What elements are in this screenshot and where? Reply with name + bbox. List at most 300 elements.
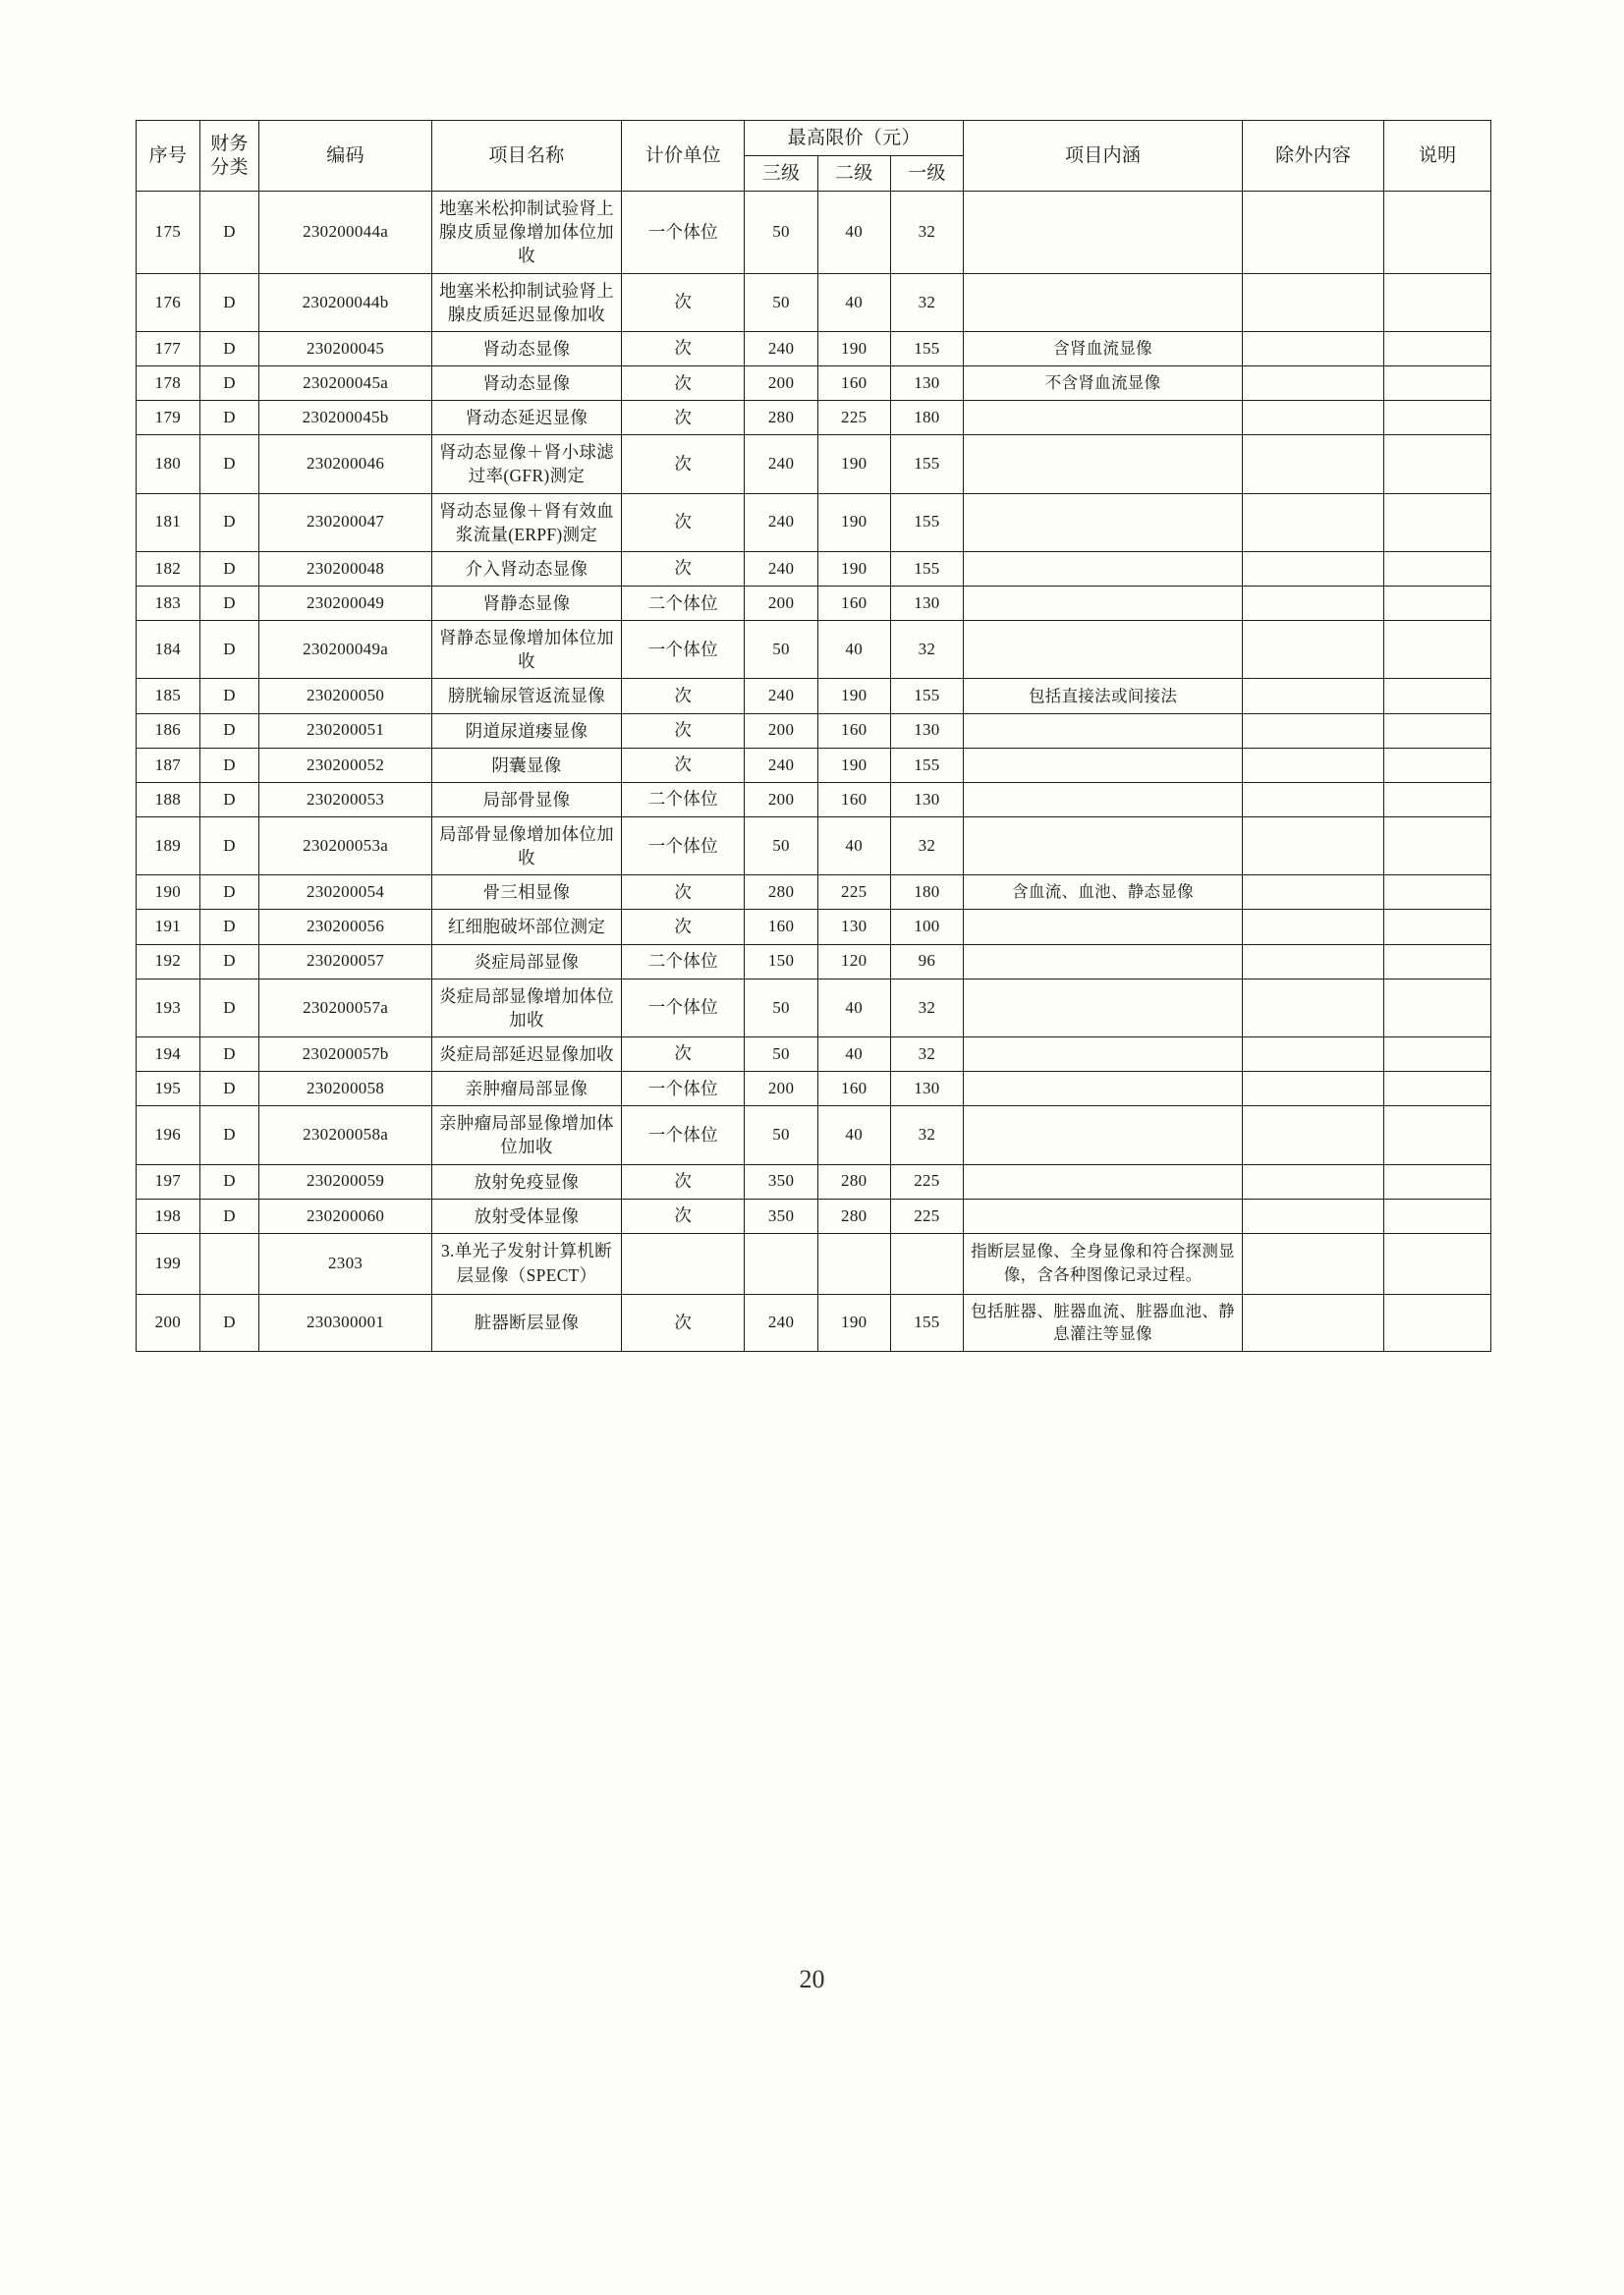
cell-finance-class: D [199, 979, 259, 1036]
cell-price-level3: 50 [745, 1106, 817, 1164]
cell-price-level2: 40 [817, 979, 890, 1036]
cell-unit: 次 [622, 551, 745, 586]
cell-unit: 二个体位 [622, 944, 745, 979]
cell-price-level1: 180 [890, 875, 963, 910]
cell-item-name: 阴囊显像 [431, 748, 621, 782]
cell-notes [1384, 621, 1491, 679]
cell-finance-class: D [199, 944, 259, 979]
cell-unit: 次 [622, 331, 745, 365]
table-row [137, 551, 1491, 586]
cell-finance-class: D [199, 713, 259, 748]
cell-notes [1384, 875, 1491, 910]
table-row [137, 1199, 1491, 1233]
header-finance-class-line1: 财务 [210, 134, 249, 155]
cell-price-level1: 130 [890, 782, 963, 816]
cell-item-name: 炎症局部延迟显像加收 [431, 1036, 621, 1071]
cell-price-level2: 40 [817, 816, 890, 874]
cell-finance-class: D [199, 1106, 259, 1164]
cell-intent [964, 621, 1243, 679]
cell-seq: 180 [137, 435, 200, 493]
cell-exclusions [1243, 331, 1384, 365]
cell-price-level1: 155 [890, 331, 963, 365]
cell-price-level2: 160 [817, 586, 890, 620]
cell-seq: 186 [137, 713, 200, 748]
cell-exclusions [1243, 713, 1384, 748]
cell-exclusions [1243, 551, 1384, 586]
cell-code: 230200058a [259, 1106, 432, 1164]
cell-notes [1384, 366, 1491, 401]
header-finance-class [199, 121, 259, 192]
cell-seq: 177 [137, 331, 200, 365]
cell-price-level1: 155 [890, 435, 963, 493]
cell-price-level1: 32 [890, 1106, 963, 1164]
cell-finance-class: D [199, 875, 259, 910]
cell-unit: 一个体位 [622, 816, 745, 874]
cell-seq: 197 [137, 1164, 200, 1199]
cell-code: 230200056 [259, 910, 432, 944]
cell-code: 230200044b [259, 273, 432, 331]
cell-price-level2: 190 [817, 435, 890, 493]
cell-item-name: 肾动态延迟显像 [431, 401, 621, 435]
cell-unit: 二个体位 [622, 586, 745, 620]
cell-price-level1: 32 [890, 816, 963, 874]
cell-code: 230200052 [259, 748, 432, 782]
cell-finance-class: D [199, 551, 259, 586]
cell-seq: 188 [137, 782, 200, 816]
cell-notes [1384, 1233, 1491, 1294]
cell-code: 230300001 [259, 1294, 432, 1352]
cell-price-level3: 50 [745, 621, 817, 679]
cell-unit: 一个体位 [622, 979, 745, 1036]
cell-exclusions [1243, 1036, 1384, 1071]
cell-exclusions [1243, 586, 1384, 620]
cell-code: 230200049a [259, 621, 432, 679]
cell-notes [1384, 1036, 1491, 1071]
cell-intent [964, 551, 1243, 586]
cell-item-name: 地塞米松抑制试验肾上腺皮质延迟显像加收 [431, 273, 621, 331]
cell-exclusions [1243, 816, 1384, 874]
cell-item-name: 红细胞破坏部位测定 [431, 910, 621, 944]
cell-intent [964, 435, 1243, 493]
cell-price-level3: 280 [745, 401, 817, 435]
cell-seq: 194 [137, 1036, 200, 1071]
cell-exclusions [1243, 944, 1384, 979]
cell-notes [1384, 551, 1491, 586]
cell-intent [964, 586, 1243, 620]
header-code: 编码 [259, 121, 432, 192]
cell-price-level3: 240 [745, 493, 817, 551]
cell-price-level3: 240 [745, 331, 817, 365]
cell-price-level3: 240 [745, 551, 817, 586]
cell-intent [964, 1036, 1243, 1071]
cell-price-level3: 200 [745, 782, 817, 816]
cell-seq: 179 [137, 401, 200, 435]
cell-price-level3: 280 [745, 875, 817, 910]
cell-price-level3 [745, 1233, 817, 1294]
table-header [137, 121, 1491, 192]
cell-finance-class: D [199, 816, 259, 874]
page-number: 20 [799, 1965, 825, 1993]
cell-exclusions [1243, 748, 1384, 782]
cell-notes [1384, 1164, 1491, 1199]
cell-price-level1: 32 [890, 192, 963, 273]
cell-unit: 一个体位 [622, 1072, 745, 1106]
cell-item-name: 肾动态显像＋肾有效血浆流量(ERPF)测定 [431, 493, 621, 551]
cell-price-level2: 225 [817, 401, 890, 435]
cell-price-level1: 130 [890, 713, 963, 748]
cell-price-level1: 32 [890, 979, 963, 1036]
table-row [137, 331, 1491, 365]
cell-seq: 196 [137, 1106, 200, 1164]
cell-seq: 187 [137, 748, 200, 782]
cell-seq: 175 [137, 192, 200, 273]
cell-price-level3: 200 [745, 366, 817, 401]
cell-exclusions [1243, 1106, 1384, 1164]
cell-price-level1: 155 [890, 1294, 963, 1352]
table-row [137, 816, 1491, 874]
table-row [137, 1294, 1491, 1352]
cell-price-level2: 190 [817, 551, 890, 586]
cell-intent [964, 816, 1243, 874]
cell-item-name: 炎症局部显像 [431, 944, 621, 979]
cell-intent [964, 910, 1243, 944]
cell-price-level3: 200 [745, 1072, 817, 1106]
cell-item-name: 肾静态显像 [431, 586, 621, 620]
cell-exclusions [1243, 273, 1384, 331]
cell-code: 230200046 [259, 435, 432, 493]
cell-seq: 185 [137, 679, 200, 713]
cell-price-level3: 350 [745, 1199, 817, 1233]
cell-price-level1: 225 [890, 1164, 963, 1199]
cell-code: 230200057b [259, 1036, 432, 1071]
cell-finance-class: D [199, 910, 259, 944]
cell-notes [1384, 1294, 1491, 1352]
cell-price-level2: 190 [817, 748, 890, 782]
cell-unit: 次 [622, 366, 745, 401]
cell-intent: 指断层显像、全身显像和符合探测显像，含各种图像记录过程。 [964, 1233, 1243, 1294]
cell-seq: 195 [137, 1072, 200, 1106]
cell-price-level1 [890, 1233, 963, 1294]
cell-exclusions [1243, 435, 1384, 493]
cell-intent [964, 748, 1243, 782]
cell-finance-class: D [199, 1164, 259, 1199]
cell-price-level3: 160 [745, 910, 817, 944]
cell-item-name: 炎症局部显像增加体位加收 [431, 979, 621, 1036]
table-row [137, 273, 1491, 331]
cell-price-level1: 180 [890, 401, 963, 435]
cell-intent [964, 1072, 1243, 1106]
cell-code: 230200053a [259, 816, 432, 874]
cell-intent [964, 944, 1243, 979]
cell-price-level1: 130 [890, 586, 963, 620]
cell-intent [964, 1164, 1243, 1199]
cell-unit: 次 [622, 1199, 745, 1233]
cell-price-level2: 160 [817, 366, 890, 401]
table-row [137, 1233, 1491, 1294]
cell-notes [1384, 782, 1491, 816]
cell-exclusions [1243, 1072, 1384, 1106]
table-row [137, 979, 1491, 1036]
cell-item-name: 局部骨显像增加体位加收 [431, 816, 621, 874]
cell-price-level3: 50 [745, 816, 817, 874]
cell-notes [1384, 1199, 1491, 1233]
cell-item-name: 放射受体显像 [431, 1199, 621, 1233]
cell-notes [1384, 586, 1491, 620]
cell-finance-class: D [199, 273, 259, 331]
table-row [137, 910, 1491, 944]
table-row [137, 1164, 1491, 1199]
cell-exclusions [1243, 1233, 1384, 1294]
cell-exclusions [1243, 979, 1384, 1036]
cell-exclusions [1243, 679, 1384, 713]
cell-unit: 次 [622, 273, 745, 331]
cell-exclusions [1243, 1199, 1384, 1233]
cell-price-level2: 120 [817, 944, 890, 979]
cell-unit: 次 [622, 435, 745, 493]
cell-price-level2: 40 [817, 1106, 890, 1164]
cell-price-level3: 200 [745, 586, 817, 620]
cell-intent [964, 1106, 1243, 1164]
cell-seq: 200 [137, 1294, 200, 1352]
cell-unit: 次 [622, 910, 745, 944]
cell-exclusions [1243, 621, 1384, 679]
cell-seq: 199 [137, 1233, 200, 1294]
cell-item-name: 脏器断层显像 [431, 1294, 621, 1352]
cell-intent [964, 493, 1243, 551]
cell-finance-class: D [199, 1036, 259, 1071]
cell-unit: 一个体位 [622, 192, 745, 273]
cell-notes [1384, 979, 1491, 1036]
cell-seq: 192 [137, 944, 200, 979]
cell-exclusions [1243, 401, 1384, 435]
table-row [137, 748, 1491, 782]
cell-code: 230200053 [259, 782, 432, 816]
cell-unit: 次 [622, 748, 745, 782]
table-row [137, 192, 1491, 273]
cell-item-name: 膀胱输尿管返流显像 [431, 679, 621, 713]
cell-unit: 一个体位 [622, 1106, 745, 1164]
cell-price-level2: 190 [817, 493, 890, 551]
header-level3: 三级 [745, 156, 817, 192]
header-exclusions: 除外内容 [1243, 121, 1384, 192]
cell-seq: 191 [137, 910, 200, 944]
cell-seq: 176 [137, 273, 200, 331]
cell-price-level2: 190 [817, 1294, 890, 1352]
cell-price-level2: 280 [817, 1164, 890, 1199]
cell-code: 230200057 [259, 944, 432, 979]
cell-notes [1384, 679, 1491, 713]
cell-price-level1: 155 [890, 748, 963, 782]
cell-price-level1: 225 [890, 1199, 963, 1233]
cell-intent [964, 979, 1243, 1036]
cell-code: 230200051 [259, 713, 432, 748]
cell-notes [1384, 816, 1491, 874]
header-intent: 项目内涵 [964, 121, 1243, 192]
cell-item-name: 放射免疫显像 [431, 1164, 621, 1199]
cell-price-level3: 240 [745, 679, 817, 713]
cell-unit: 次 [622, 1036, 745, 1071]
cell-code: 230200050 [259, 679, 432, 713]
table-row [137, 713, 1491, 748]
cell-finance-class: D [199, 586, 259, 620]
cell-code: 230200058 [259, 1072, 432, 1106]
cell-exclusions [1243, 910, 1384, 944]
table-row [137, 621, 1491, 679]
cell-price-level2: 160 [817, 782, 890, 816]
cell-finance-class: D [199, 493, 259, 551]
table-row [137, 679, 1491, 713]
cell-intent [964, 782, 1243, 816]
cell-item-name: 地塞米松抑制试验肾上腺皮质显像增加体位加收 [431, 192, 621, 273]
cell-price-level2: 130 [817, 910, 890, 944]
cell-item-name: 亲肿瘤局部显像增加体位加收 [431, 1106, 621, 1164]
cell-item-name: 肾动态显像＋肾小球滤过率(GFR)测定 [431, 435, 621, 493]
cell-intent: 包括直接法或间接法 [964, 679, 1243, 713]
cell-notes [1384, 493, 1491, 551]
cell-unit: 一个体位 [622, 621, 745, 679]
header-row-1 [137, 121, 1491, 156]
cell-price-level1: 32 [890, 1036, 963, 1071]
cell-notes [1384, 331, 1491, 365]
cell-code: 230200057a [259, 979, 432, 1036]
cell-item-name: 肾静态显像增加体位加收 [431, 621, 621, 679]
cell-unit: 次 [622, 1294, 745, 1352]
cell-unit: 次 [622, 679, 745, 713]
cell-intent: 不含肾血流显像 [964, 366, 1243, 401]
cell-code: 230200045a [259, 366, 432, 401]
cell-price-level1: 155 [890, 679, 963, 713]
cell-price-level2 [817, 1233, 890, 1294]
cell-code: 230200045b [259, 401, 432, 435]
cell-intent: 含血流、血池、静态显像 [964, 875, 1243, 910]
cell-intent [964, 1199, 1243, 1233]
cell-item-name: 肾动态显像 [431, 366, 621, 401]
cell-seq: 193 [137, 979, 200, 1036]
cell-exclusions [1243, 1164, 1384, 1199]
header-finance-class-line2: 分类 [210, 156, 249, 178]
cell-exclusions [1243, 875, 1384, 910]
cell-exclusions [1243, 782, 1384, 816]
cell-item-name: 3.单光子发射计算机断层显像（SPECT） [431, 1233, 621, 1294]
cell-code: 230200049 [259, 586, 432, 620]
table-row [137, 366, 1491, 401]
header-price-group: 最高限价（元） [745, 121, 964, 156]
cell-notes [1384, 273, 1491, 331]
cell-price-level1: 32 [890, 273, 963, 331]
cell-code: 230200044a [259, 192, 432, 273]
cell-finance-class: D [199, 1294, 259, 1352]
cell-exclusions [1243, 1294, 1384, 1352]
table-row [137, 875, 1491, 910]
cell-price-level1: 155 [890, 493, 963, 551]
table-row [137, 586, 1491, 620]
medical-service-price-table [136, 120, 1491, 1352]
cell-seq: 189 [137, 816, 200, 874]
cell-code: 230200048 [259, 551, 432, 586]
cell-finance-class [199, 1233, 259, 1294]
header-level2: 二级 [817, 156, 890, 192]
cell-exclusions [1243, 366, 1384, 401]
cell-finance-class: D [199, 366, 259, 401]
cell-price-level3: 200 [745, 713, 817, 748]
cell-unit [622, 1233, 745, 1294]
cell-notes [1384, 748, 1491, 782]
cell-finance-class: D [199, 331, 259, 365]
cell-notes [1384, 944, 1491, 979]
cell-unit: 次 [622, 493, 745, 551]
table-row [137, 1072, 1491, 1106]
table-row [137, 1036, 1491, 1071]
cell-intent [964, 192, 1243, 273]
cell-unit: 次 [622, 713, 745, 748]
header-level1: 一级 [890, 156, 963, 192]
cell-code: 230200047 [259, 493, 432, 551]
cell-item-name: 亲肿瘤局部显像 [431, 1072, 621, 1106]
cell-intent [964, 273, 1243, 331]
cell-finance-class: D [199, 621, 259, 679]
cell-finance-class: D [199, 679, 259, 713]
price-table-container [136, 120, 1491, 1352]
cell-seq: 182 [137, 551, 200, 586]
cell-seq: 183 [137, 586, 200, 620]
cell-notes [1384, 401, 1491, 435]
header-item-name: 项目名称 [431, 121, 621, 192]
cell-price-level1: 130 [890, 1072, 963, 1106]
cell-seq: 178 [137, 366, 200, 401]
cell-item-name: 骨三相显像 [431, 875, 621, 910]
cell-intent [964, 713, 1243, 748]
cell-price-level2: 160 [817, 1072, 890, 1106]
cell-price-level3: 50 [745, 1036, 817, 1071]
table-row [137, 1106, 1491, 1164]
cell-intent: 含肾血流显像 [964, 331, 1243, 365]
cell-finance-class: D [199, 1072, 259, 1106]
cell-price-level2: 40 [817, 621, 890, 679]
cell-price-level2: 190 [817, 331, 890, 365]
cell-price-level1: 100 [890, 910, 963, 944]
table-row [137, 493, 1491, 551]
cell-price-level1: 32 [890, 621, 963, 679]
cell-notes [1384, 1106, 1491, 1164]
table-row [137, 435, 1491, 493]
header-unit: 计价单位 [622, 121, 745, 192]
cell-item-name: 肾动态显像 [431, 331, 621, 365]
header-notes: 说明 [1384, 121, 1491, 192]
cell-price-level3: 350 [745, 1164, 817, 1199]
table-row [137, 401, 1491, 435]
cell-finance-class: D [199, 1199, 259, 1233]
cell-item-name: 局部骨显像 [431, 782, 621, 816]
cell-price-level3: 240 [745, 1294, 817, 1352]
cell-price-level3: 240 [745, 748, 817, 782]
cell-seq: 190 [137, 875, 200, 910]
cell-price-level2: 160 [817, 713, 890, 748]
cell-price-level2: 190 [817, 679, 890, 713]
cell-notes [1384, 910, 1491, 944]
header-seq: 序号 [137, 121, 200, 192]
cell-price-level2: 40 [817, 1036, 890, 1071]
cell-finance-class: D [199, 435, 259, 493]
cell-code: 2303 [259, 1233, 432, 1294]
cell-notes [1384, 1072, 1491, 1106]
cell-unit: 二个体位 [622, 782, 745, 816]
cell-finance-class: D [199, 782, 259, 816]
cell-finance-class: D [199, 748, 259, 782]
cell-price-level3: 240 [745, 435, 817, 493]
cell-exclusions [1243, 493, 1384, 551]
cell-notes [1384, 435, 1491, 493]
table-row [137, 782, 1491, 816]
